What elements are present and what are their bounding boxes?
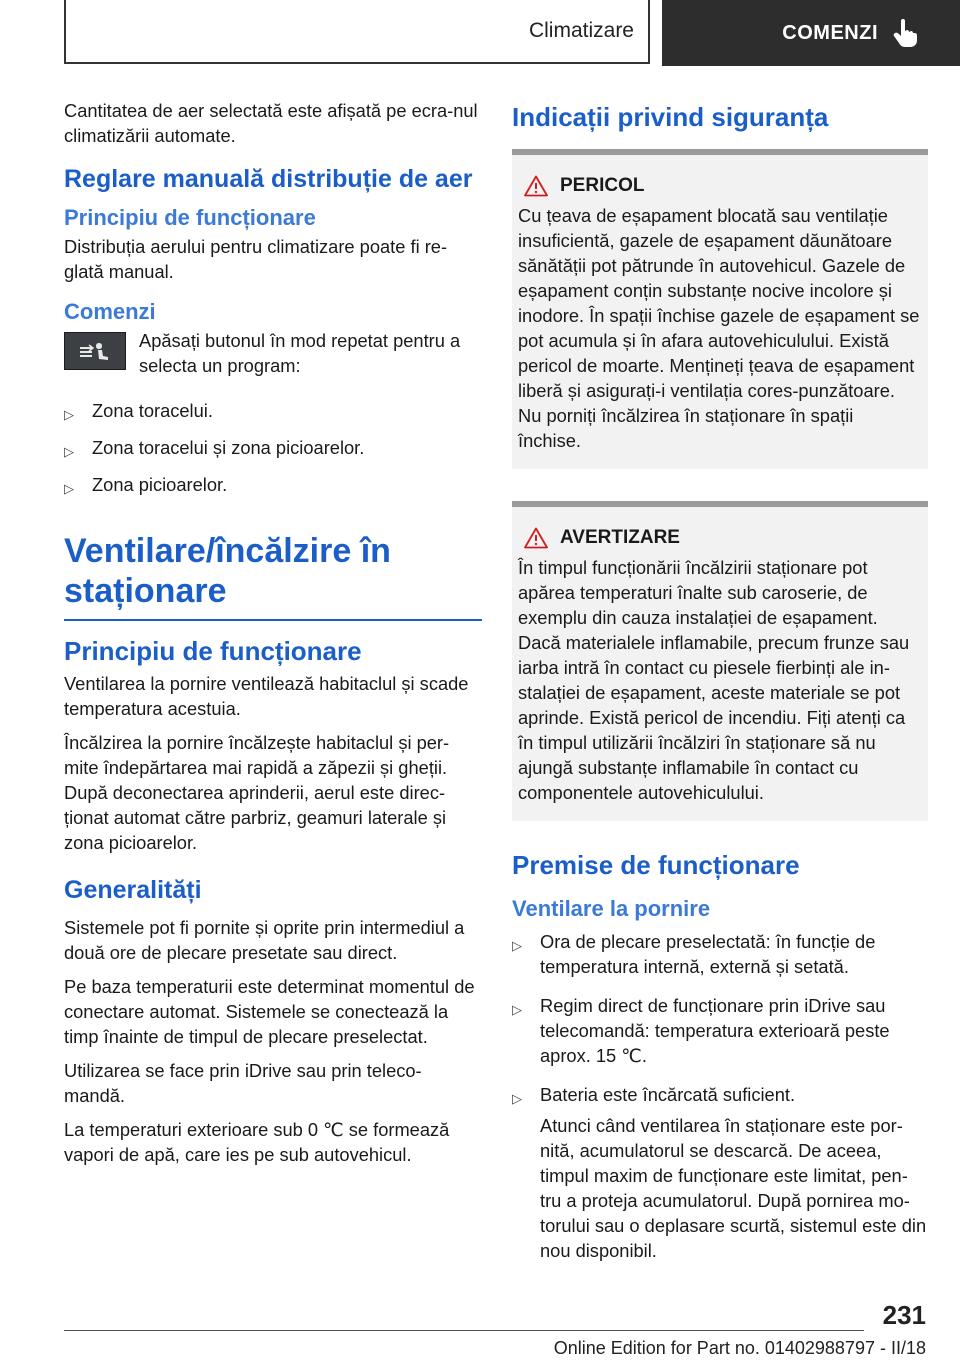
list-item: ▷ Zona toracelui. bbox=[64, 398, 482, 427]
ventilation-paragraph: Ventilarea la pornire ventilează habitaclul și scade temperatura acestuia. bbox=[64, 673, 469, 719]
list-item-text: Bateria este încărcată suficient. bbox=[540, 1084, 796, 1105]
triangle-bullet-icon: ▷ bbox=[64, 444, 74, 459]
danger-text: Cu țeava de eșapament blocată sau ventilație insuficientă, gazele de eșapament dăunătoare sănătății pot pătrunde în autovehicul. Gazele de eșapament conțin substanțe nocive incolore și inodore. În spații închise gazele de eșapament se pot acumula și în afara autovehiculului. Există pericol de moarte. Mențineți țeava de eșapament liberă și asigurați-i ventilația cores-punzătoare. Nu porniți încălzirea în staționare în spații închise. bbox=[518, 205, 920, 451]
section-rule bbox=[64, 619, 482, 621]
warning-text: În timpul funcționării încălzirii staționare pot apărea temperaturi înalte sub caroserie, de exemplu din cauza instalației de eșapament. Dacă materialele inflamabile, precum frunze sau iarba intră în contact cu piesele fierbinți ale in-stalației de eșapament, aceste materiale se pot aprinde. Există pericol de incendiu. Fiți atenți ca în timpul utilizării încălziri în staționare să nu ajungă substanțe inflamabile în contact cu componentele autovehiculului. bbox=[518, 557, 910, 803]
heading-principle: Principiu de funcționare bbox=[64, 205, 316, 230]
program-list bbox=[64, 398, 482, 501]
controls-paragraph: Apăsați butonul în mod repetat pentru a selecta un program: bbox=[139, 330, 461, 376]
list-item bbox=[512, 993, 928, 1074]
footer-rule bbox=[64, 1330, 864, 1331]
danger-box bbox=[512, 149, 928, 469]
list-item-detail: Atunci când ventilarea în staționare este por-nită, acumulatorul se descarcă. De aceea, timpul maxim de funcționare este limitat, pen-tru a proteja acumulatorul. După pornirea mo-torului sau o deplasare scurtă, sistemul este din nou disponibil. bbox=[540, 1115, 927, 1261]
prerequisites-list bbox=[512, 929, 928, 1269]
list-item-text: Regim direct de funcționare prin iDrive sau telecomandă: temperatura exterioară peste aprox. 15 ℃. bbox=[540, 995, 890, 1066]
heading-principle-2: Principiu de funcționare bbox=[64, 636, 362, 666]
hand-pointer-icon bbox=[892, 18, 918, 48]
triangle-bullet-icon: ▷ bbox=[64, 407, 74, 422]
heading-ventilation-start: Ventilare la pornire bbox=[512, 896, 711, 921]
danger-title: PERICOL bbox=[560, 175, 645, 196]
header-chapter bbox=[662, 0, 960, 66]
left-column bbox=[64, 98, 482, 1176]
general-paragraph-3: Utilizarea se face prin iDrive sau prin teleco-mandă. bbox=[64, 1060, 422, 1106]
danger-title-row bbox=[518, 175, 920, 197]
heading-safety: Indicații privind siguranța bbox=[512, 102, 829, 132]
triangle-bullet-icon: ▷ bbox=[512, 1091, 522, 1106]
triangle-bullet-icon: ▷ bbox=[512, 1002, 522, 1017]
general-paragraph-4: La temperaturi exterioare sub 0 ℃ se formează vapori de apă, care ies pe sub autovehicul. bbox=[64, 1119, 450, 1165]
triangle-bullet-icon: ▷ bbox=[512, 938, 522, 953]
list-item: ▷ Zona picioarelor. bbox=[64, 472, 482, 501]
air-distribution-button-icon bbox=[64, 332, 126, 370]
heading-general: Generalități bbox=[64, 876, 202, 904]
list-item-text: Ora de plecare preselectată: în funcție de temperatura internă, externă și setată. bbox=[540, 931, 876, 977]
triangle-bullet-icon: ▷ bbox=[64, 481, 74, 496]
warning-title-row bbox=[518, 527, 920, 549]
warning-triangle-icon bbox=[524, 527, 548, 549]
heading-controls: Comenzi bbox=[64, 299, 156, 324]
intro-paragraph: Cantitatea de aer selectată este afișată pe ecra-nul climatizării automate. bbox=[64, 100, 478, 146]
right-column bbox=[512, 98, 928, 1279]
general-paragraph-2: Pe baza temperaturii este determinat momentul de conectare automat. Sistemele se conectează la timp înainte de timpul de plecare preselectat. bbox=[64, 976, 475, 1047]
footer-edition: Online Edition for Part no. 01402988797 - II/18 bbox=[553, 1338, 926, 1358]
header-section bbox=[64, 0, 650, 64]
principle-paragraph: Distribuția aerului pentru climatizare poate fi re-glată manual. bbox=[64, 236, 448, 282]
page-number: 231 bbox=[882, 1300, 926, 1330]
heading-manual-distribution: Reglare manuală distribuție de aer bbox=[64, 165, 473, 193]
warning-title: AVERTIZARE bbox=[560, 527, 680, 548]
heating-paragraph: Încălzirea la pornire încălzește habitaclul și per-mite îndepărtarea mai rapidă a zăpezii și gheții. După deconectarea aprinderii, aerul este direc-ționat automat către parbriz, geamuri laterale și zona picioarelor. bbox=[64, 732, 450, 853]
header-chapter-title: COMENZI bbox=[782, 21, 878, 44]
header-section-title: Climatizare bbox=[528, 19, 634, 42]
warning-triangle-icon bbox=[524, 175, 548, 197]
list-item bbox=[512, 929, 928, 985]
list-item bbox=[512, 1082, 928, 1269]
list-item: ▷ Zona toracelui și zona picioarelor. bbox=[64, 435, 482, 464]
warning-box bbox=[512, 501, 928, 821]
control-instruction bbox=[64, 328, 482, 378]
general-paragraph-1: Sistemele pot fi pornite și oprite prin intermediul a două ore de plecare presetate sau direct. bbox=[64, 917, 465, 963]
heading-prerequisites: Premise de funcționare bbox=[512, 850, 800, 880]
heading-parking-ventilation: Ventilare/încălzire în staționare bbox=[64, 532, 391, 610]
